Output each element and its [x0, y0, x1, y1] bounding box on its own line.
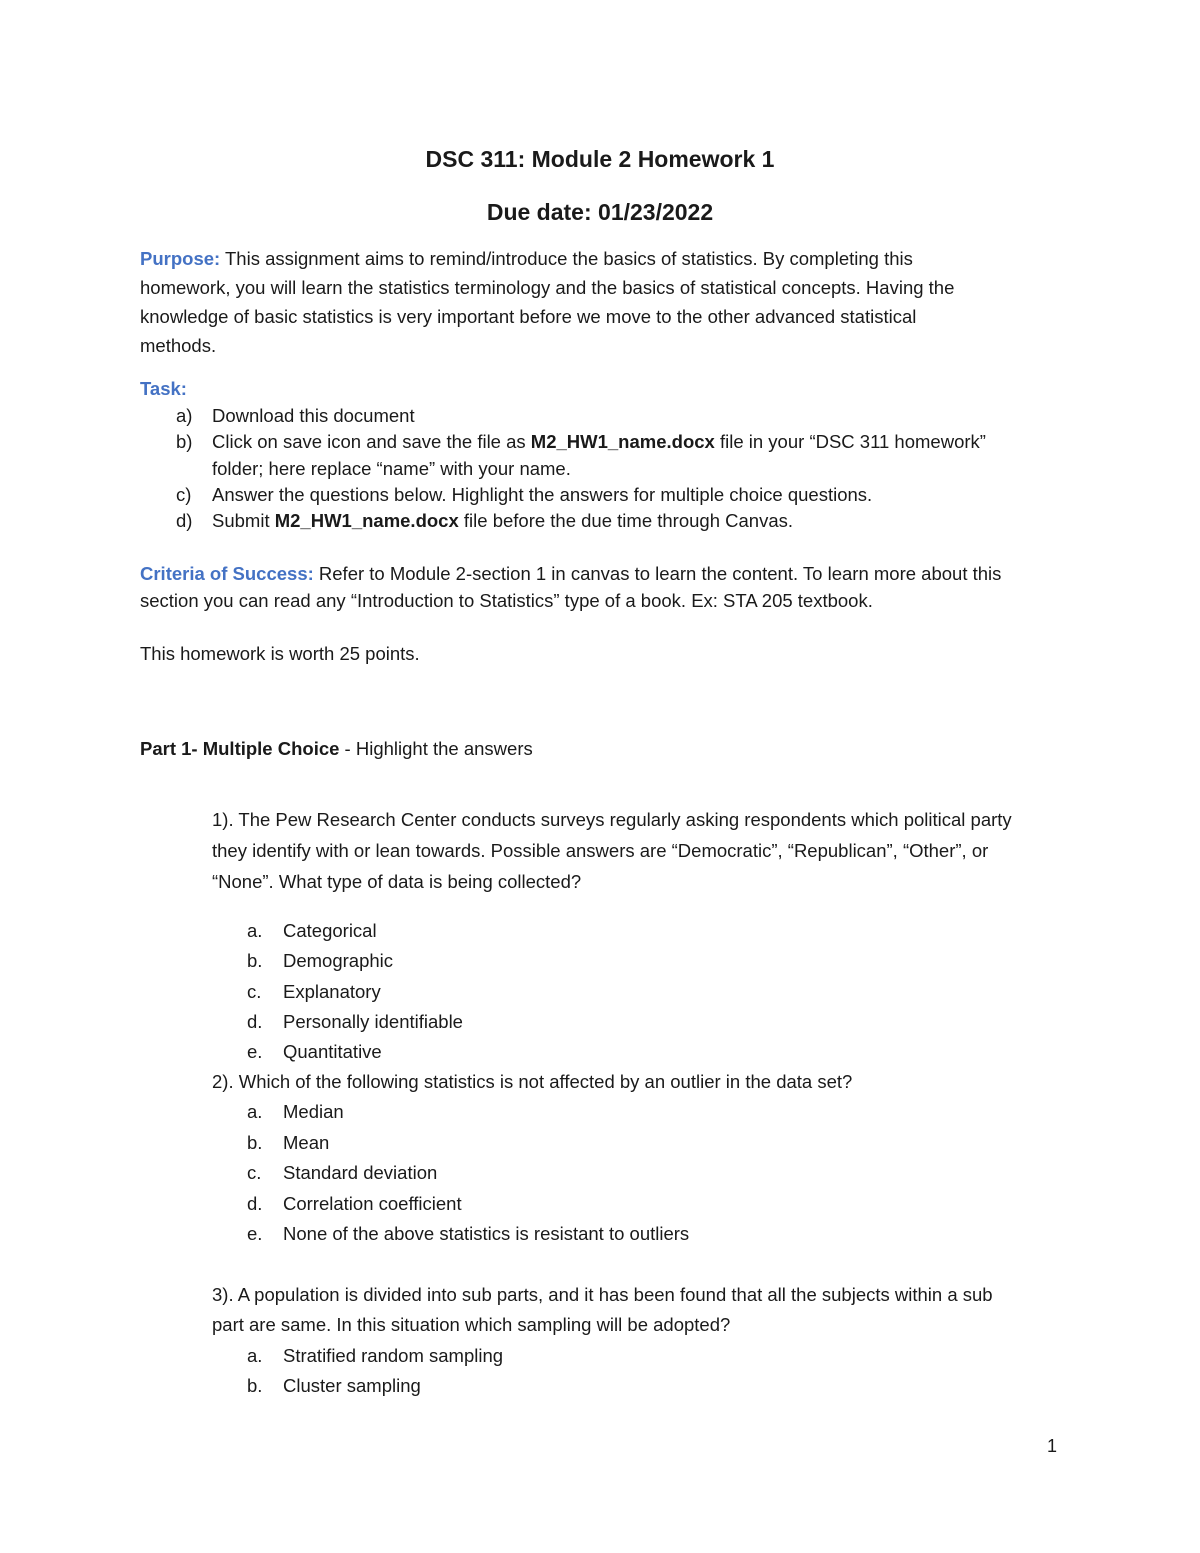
task-item-a: Download this document: [212, 405, 415, 426]
option-letter: b.: [247, 1132, 263, 1153]
q1-option-a: Categorical: [283, 920, 377, 941]
option-letter: d.: [247, 1011, 263, 1032]
q2-option-e: None of the above statistics is resistant to outliers: [283, 1223, 690, 1244]
option-letter: e.: [247, 1041, 263, 1062]
option-letter: b.: [247, 950, 263, 971]
question-1-line-1: 1). The Pew Research Center conducts surveys regularly asking respondents which political party: [212, 809, 1012, 830]
task-item-b-continued: folder; here replace “name” with your name.: [212, 458, 571, 479]
option-letter: d.: [247, 1193, 263, 1214]
criteria-label: Criteria of Success:: [140, 563, 314, 584]
task-marker-c: c): [176, 484, 192, 505]
option-letter: a.: [247, 1101, 263, 1122]
due-date: Due date: 01/23/2022: [486, 199, 714, 225]
purpose-line-3: knowledge of basic statistics is very important before we move to the other advanced statistical: [140, 306, 917, 327]
option-letter: a.: [247, 920, 263, 941]
question-1-line-2: they identify with or lean towards. Possible answers are “Democratic”, “Republican”, “Other”, or: [212, 840, 989, 861]
q2-option-c: Standard deviation: [283, 1162, 438, 1183]
criteria-line-2: section you can read any “Introduction to Statistics” type of a book. Ex: STA 205 textbook.: [140, 590, 873, 611]
question-1-line-3: “None”. What type of data is being collected?: [212, 871, 582, 892]
purpose-label: Purpose:: [140, 248, 221, 269]
option-letter: a.: [247, 1345, 263, 1366]
question-3-line-1: 3). A population is divided into sub parts, and it has been found that all the subjects within a sub: [212, 1284, 993, 1305]
purpose-line-1: Purpose: This assignment aims to remind/introduce the basics of statistics. By completing this: [140, 248, 913, 269]
page-number: 1: [1047, 1436, 1058, 1456]
q1-option-d: Personally identifiable: [283, 1011, 463, 1032]
task-marker-b: b): [176, 431, 193, 452]
q2-option-a: Median: [283, 1101, 344, 1122]
question-2-line-1: 2). Which of the following statistics is not affected by an outlier in the data set?: [212, 1071, 853, 1092]
task-item-b: Click on save icon and save the file as M2_HW1_name.docx file in your “DSC 311 homework”: [212, 431, 986, 452]
q1-option-c: Explanatory: [283, 981, 381, 1002]
part1-heading: Part 1- Multiple Choice - Highlight the answers: [140, 738, 533, 759]
q2-option-d: Correlation coefficient: [283, 1193, 462, 1214]
task-item-d: Submit M2_HW1_name.docx file before the due time through Canvas.: [212, 510, 793, 531]
q1-option-b: Demographic: [283, 950, 394, 971]
task-marker-d: d): [176, 510, 193, 531]
worth-statement: This homework is worth 25 points.: [140, 643, 420, 664]
option-letter: c.: [247, 981, 262, 1002]
task-item-c: Answer the questions below. Highlight the answers for multiple choice questions.: [212, 484, 873, 505]
question-3-line-2: part are same. In this situation which sampling will be adopted?: [212, 1314, 731, 1335]
purpose-line-2: homework, you will learn the statistics terminology and the basics of statistical concepts. Having the: [140, 277, 955, 298]
purpose-line-4: methods.: [140, 335, 217, 356]
task-marker-a: a): [176, 405, 193, 426]
q1-option-e: Quantitative: [283, 1041, 382, 1062]
q2-option-b: Mean: [283, 1132, 330, 1153]
document-title: DSC 311: Module 2 Homework 1: [425, 146, 775, 172]
option-letter: b.: [247, 1375, 263, 1396]
task-label: Task:: [140, 378, 187, 399]
q3-option-a: Stratified random sampling: [283, 1345, 504, 1366]
q3-option-b: Cluster sampling: [283, 1375, 421, 1396]
option-letter: c.: [247, 1162, 262, 1183]
criteria-line-1: Criteria of Success: Refer to Module 2-section 1 in canvas to learn the content. To learn more about this: [140, 563, 1002, 584]
option-letter: e.: [247, 1223, 263, 1244]
